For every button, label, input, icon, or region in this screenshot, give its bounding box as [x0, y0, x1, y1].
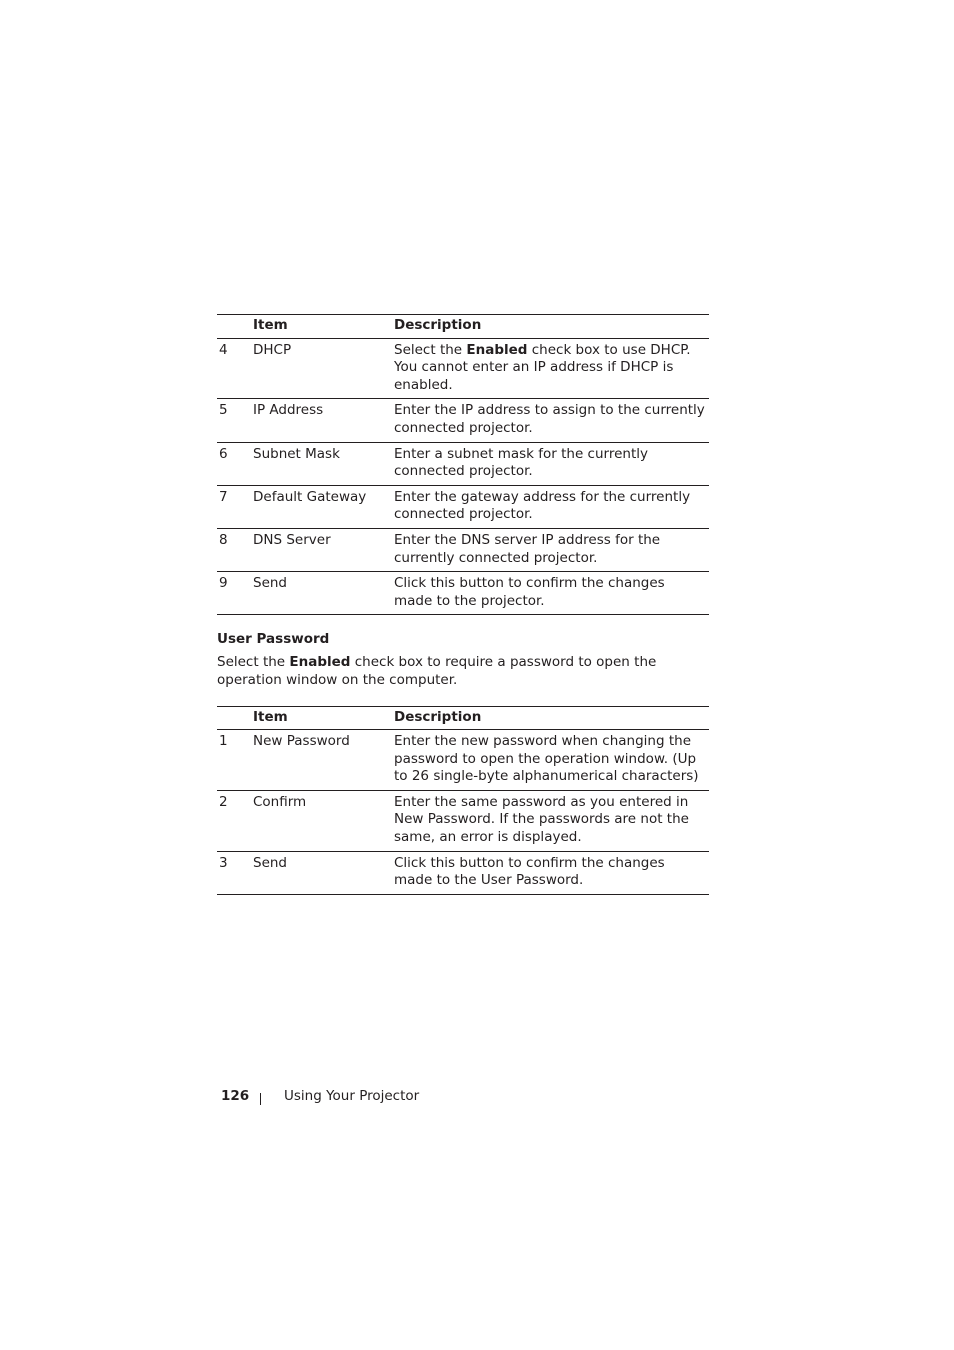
row-description — [392, 399, 709, 442]
header-number — [217, 706, 251, 730]
desc-text: Enter the gateway address for the currently connected projector. — [394, 488, 691, 523]
table-row — [217, 485, 709, 528]
user-password-table — [217, 706, 709, 895]
row-number: 7 — [217, 485, 251, 528]
desc-text: Enter the same password as you entered in New Password. If the passwords are not the same, an error is displayed. — [394, 793, 689, 846]
desc-text: Enter the DNS server IP address for the currently connected projector. — [394, 531, 661, 566]
desc-bold-text: Enabled — [466, 341, 528, 358]
row-number: 6 — [217, 442, 251, 485]
row-number: 8 — [217, 528, 251, 571]
table-body — [217, 338, 709, 615]
row-number: 1 — [217, 730, 251, 791]
desc-text: Click this button to confirm the changes made to the User Password. — [394, 854, 665, 889]
row-number: 9 — [217, 572, 251, 615]
section-heading: User Password — [217, 631, 330, 648]
row-item: Default Gateway — [251, 485, 392, 528]
header-description: Description — [392, 315, 709, 339]
desc-text: Select the — [394, 341, 467, 358]
table-row — [217, 572, 709, 615]
row-description — [392, 338, 709, 399]
header-item: Item — [251, 706, 392, 730]
desc-text-end: check box to use DHCP. You cannot enter an IP address if DHCP is enabled. — [394, 341, 691, 393]
row-number: 3 — [217, 851, 251, 894]
desc-text: Enter the IP address to assign to the currently connected projector. — [394, 402, 705, 436]
row-item: Send — [251, 572, 392, 615]
desc-text: Enter a subnet mask for the currently connected projector. — [394, 445, 649, 480]
header-description: Description — [392, 706, 709, 730]
desc-text: Enter the new password when changing the password to open the operation window. (Up to 26 single-byte alphanumerical characters) — [394, 733, 699, 785]
row-description — [392, 730, 709, 791]
table-row — [217, 851, 709, 894]
table-body — [217, 730, 709, 895]
footer-section-title: Using Your Projector — [284, 1088, 420, 1104]
table-header-row — [217, 706, 709, 730]
header-number — [217, 315, 251, 339]
row-item: Confirm — [251, 790, 392, 851]
row-item: DHCP — [251, 338, 392, 399]
table-row — [217, 399, 709, 442]
row-number: 5 — [217, 399, 251, 442]
row-description — [392, 572, 709, 615]
header-item: Item — [251, 315, 392, 339]
row-description — [392, 528, 709, 571]
row-item: IP Address — [251, 399, 392, 442]
row-description — [392, 790, 709, 851]
row-item: Subnet Mask — [251, 442, 392, 485]
section-paragraph — [217, 654, 709, 689]
page-footer — [221, 1088, 419, 1104]
table-row — [217, 790, 709, 851]
row-description — [392, 851, 709, 894]
para-bold-text: Enabled — [289, 654, 351, 671]
row-item: New Password — [251, 730, 392, 791]
table-row — [217, 730, 709, 791]
row-description — [392, 485, 709, 528]
row-number: 2 — [217, 790, 251, 851]
table-row — [217, 338, 709, 399]
row-item: DNS Server — [251, 528, 392, 571]
para-text: Select the — [217, 654, 290, 671]
desc-text: Click this button to confirm the changes made to the projector. — [394, 575, 665, 609]
row-description — [392, 442, 709, 485]
para-text-end: check box to require a password to open the operation window on the computer. — [217, 654, 657, 688]
page-content — [217, 314, 709, 895]
network-settings-table — [217, 314, 709, 615]
page-number: 126 — [221, 1088, 250, 1104]
row-number: 4 — [217, 338, 251, 399]
row-item: Send — [251, 851, 392, 894]
table-header-row — [217, 315, 709, 339]
table-row — [217, 528, 709, 571]
table-row — [217, 442, 709, 485]
footer-separator — [260, 1093, 261, 1105]
